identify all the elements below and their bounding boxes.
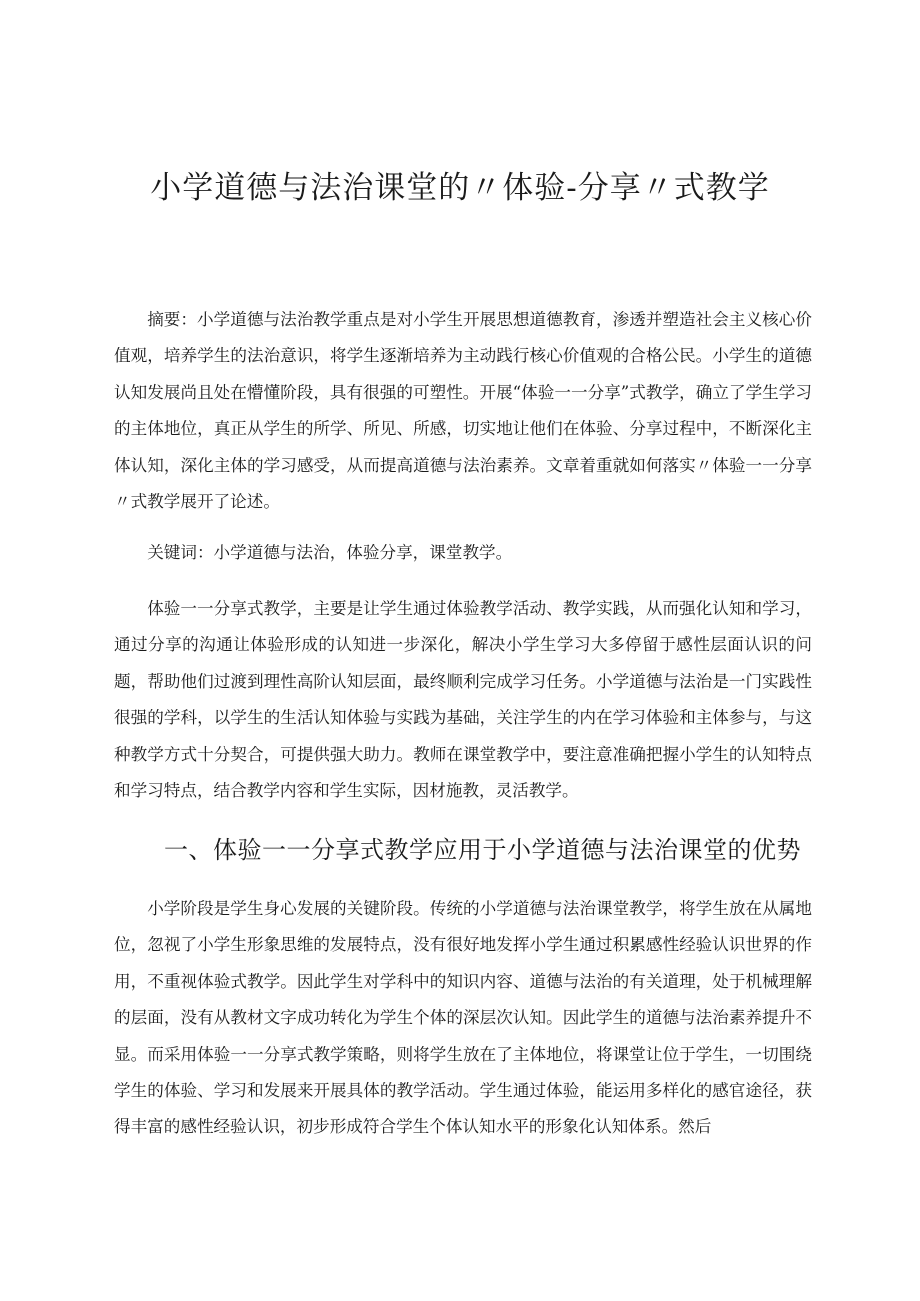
section-heading: 一、体验一一分享式教学应用于小学道德与法治课堂的优势 xyxy=(164,836,801,864)
document-title: 小学道德与法治课堂的〃体验-分享〃式教学 xyxy=(150,170,770,206)
abstract-paragraph: 摘要：小学道德与法治教学重点是对小学生开展思想道德教育，渗透并塑造社会主义核心价值观，培养学生的法治意识，将学生逐渐培养为主动践行核心价值观的合格公民。小学生的道德认知发展尚且处在懵懂阶段，具有很强的可塑性。开展“体验一一分享”式教学，确立了学生学习的主体地位，真正从学生的所学、所见、所感，切实地让他们在体验、分享过程中，不断深化主体认知，深化主体的学习感受，从而提高道德与法治素养。文章着重就如何落实〃体验一一分享〃式教学展开了论述。 xyxy=(114,310,812,512)
intro-paragraph: 体验一一分享式教学，主要是让学生通过体验教学活动、教学实践，从而强化认知和学习，通过分享的沟通让体验形成的认知进一步深化，解决小学生学习大多停留于感性层面认识的问题，帮助他们过渡到理性高阶认知层面，最终顺利完成学习任务。小学道德与法治是一门实践性很强的学科，以学生的生活认知体验与实践为基础，关注学生的内在学习体验和主体参与，与这种教学方式十分契合，可提供强大助力。教师在课堂教学中，要注意准确把握小学生的认知特点和学习特点，结合教学内容和学生实际，因材施教，灵活教学。 xyxy=(114,599,812,801)
section-body-paragraph: 小学阶段是学生身心发展的关键阶段。传统的小学道德与法治课堂教学，将学生放在从属地位，忽视了小学生形象思维的发展特点，没有很好地发挥小学生通过积累感性经验认识世界的作用，不重视体验式教学。因此学生对学科中的知识内容、道德与法治的有关道理，处于机械理解的层面，没有从教材文字成功转化为学生个体的深层次认知。因此学生的道德与法治素养提升不显。而采用体验一一分享式教学策略，则将学生放在了主体地位，将课堂让位于学生，一切围绕学生的体验、学习和发展来开展具体的教学活动。学生通过体验，能运用多样化的感官途径，获得丰富的感性经验认识，初步形成符合学生个体认知水平的形象化认知体系。然后 xyxy=(114,899,812,1137)
keywords-paragraph: 关键词：小学道德与法治，体验分享，课堂教学。 xyxy=(147,543,513,562)
